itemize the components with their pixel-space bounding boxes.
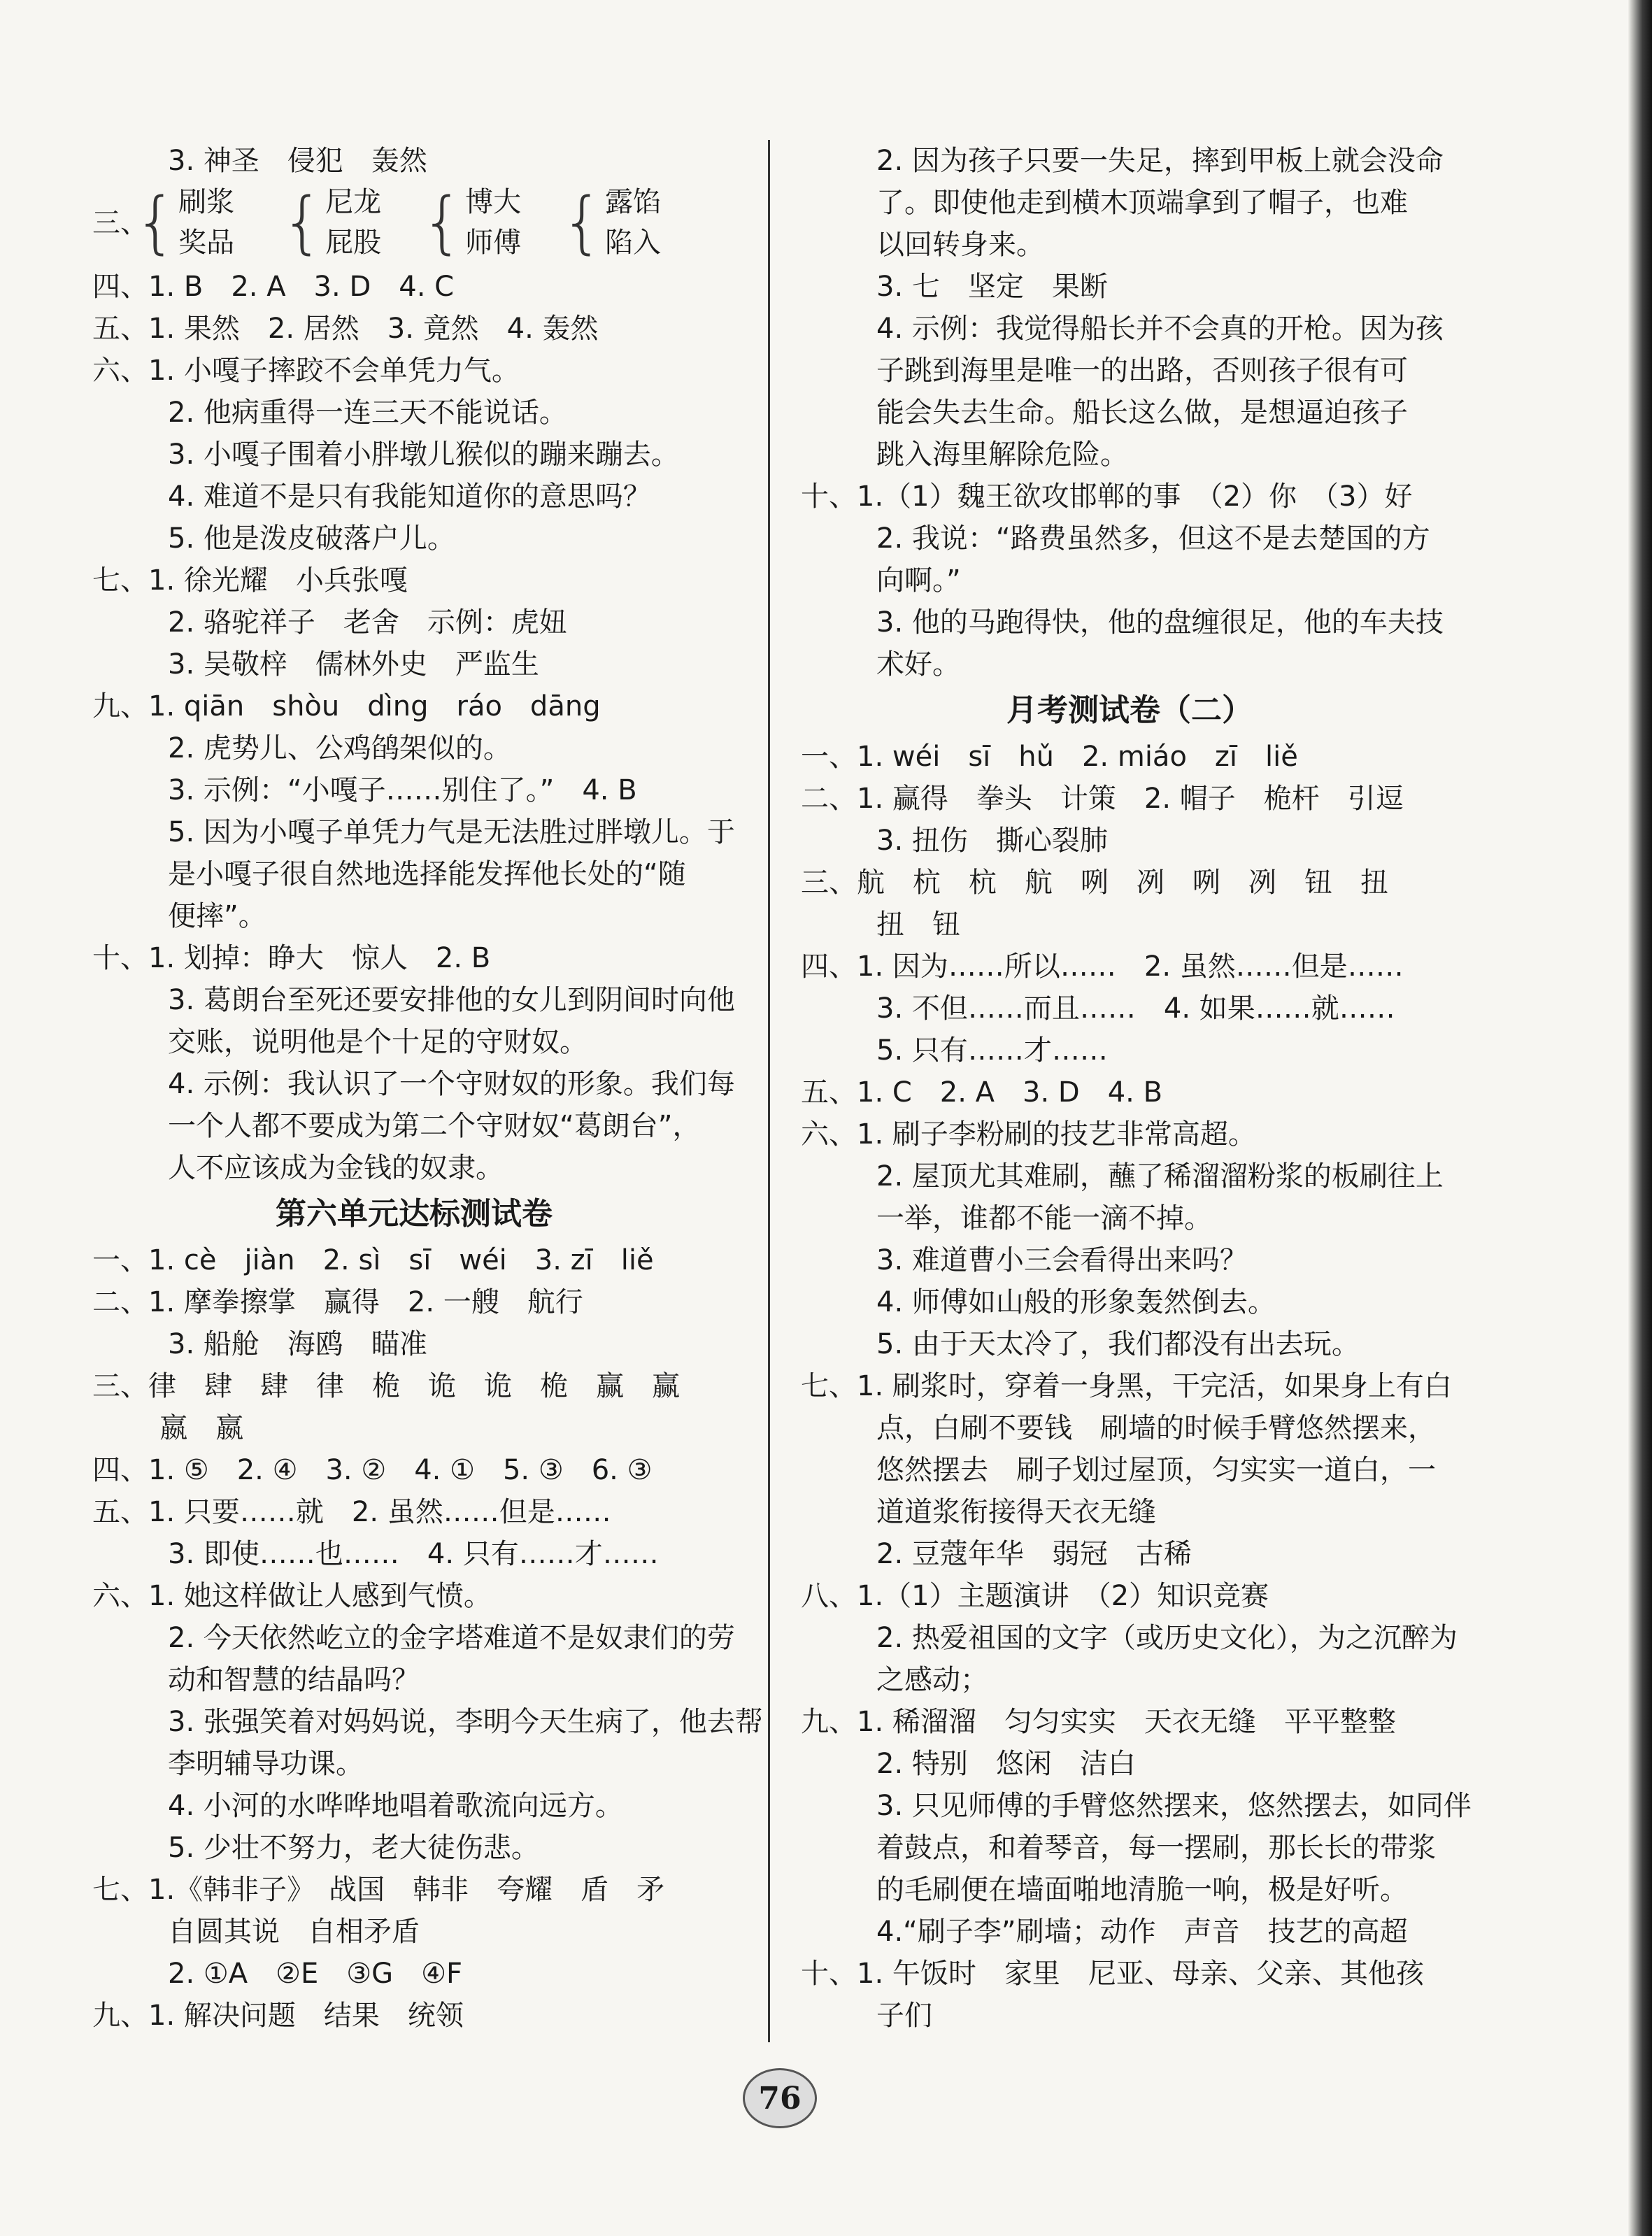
answer-line: 4. 小河的水哗哗地唱着歌流向远方。 [168,1790,623,1822]
answer-line: 交账，说明他是个十足的守财奴。 [168,1026,588,1058]
answer-line: 4. 示例：我觉得船长并不会真的开枪。因为孩 [876,313,1444,345]
answer-line: 一举，谁都不能一滴不掉。 [876,1202,1212,1234]
answer-line: 3. 葛朗台至死还要安排他的女儿到阴间时向他 [168,984,735,1016]
answer-line: 3. 吴敬梓 儒林外史 严监生 [168,648,539,681]
column-divider [768,140,770,2042]
answer-line: 5. 因为小嘎子单凭力气是无法胜过胖墩儿。于 [168,816,735,848]
answer-line: 2. 豆蔻年华 弱冠 古稀 [876,1538,1192,1570]
answer-line: 跳入海里解除危险。 [876,439,1128,471]
answer-line: 悠然摆去 刷子划过屋顶，匀实实一道白，一 [876,1454,1436,1486]
answer-line: 七、1. 刷浆时，穿着一身黑，干完活，如果身上有白 [801,1370,1452,1402]
answer-line: 扭 钮 [876,909,960,941]
answer-line: 子们 [876,2000,932,2032]
answer-line: 嬴 嬴 [131,1412,243,1444]
answer-line: 3. 船舱 海鸥 瞄准 [168,1328,427,1360]
answer-line: 是小嘎子很自然地选择能发挥他长处的“随 [168,858,686,890]
word: 师傅 [465,227,522,259]
word: 刷浆 [178,186,235,218]
bracket-group [92,182,736,266]
answer-line: 2. 骆驼祥子 老舍 示例：虎妞 [168,606,567,639]
answer-line: 3. 他的马跑得快，他的盘缠很足，他的车夫技 [876,606,1444,639]
answer-line: 2. 他病重得一连三天不能说话。 [168,397,567,429]
answer-line: 5. 他是泼皮破落户儿。 [168,522,455,555]
section-heading: 月考测试卷（二） [1006,692,1253,728]
answer-line: 2. 我说：“路费虽然多，但这不是去楚国的方 [876,522,1430,555]
answer-line: 3. 示例：“小嘎子……别住了。” 4. B [168,774,637,806]
answer-line: 3. 七 坚定 果断 [876,271,1108,303]
answer-line: 四、1. 因为……所以…… 2. 虽然……但是…… [801,950,1404,983]
answer-line: 5. 由于天太冷了，我们都没有出去玩。 [876,1328,1360,1360]
answer-line: 七、1.《韩非子》 战国 韩非 夸耀 盾 矛 [92,1874,665,1906]
answer-line: 七、1. 徐光耀 小兵张嘎 [92,564,408,597]
answer-line: 人不应该成为金钱的奴隶。 [168,1152,504,1184]
answer-line: 之感动； [876,1664,988,1696]
answer-line: 六、1. 刷子李粉刷的技艺非常高超。 [801,1118,1256,1151]
answer-line: 3. 神圣 侵犯 轰然 [168,145,427,177]
answer-line: 八、1.（1）主题演讲 （2）知识竞赛 [801,1580,1269,1612]
word-pair [561,182,661,263]
answer-line: 二、1. 摩拳擦掌 赢得 2. 一艘 航行 [92,1286,583,1318]
left-answers-bottom [92,1239,763,2037]
answer-line: 十、1.（1）魏王欲攻邯郸的事 （2）你 （3）好 [801,480,1413,513]
answer-line: 2. ①A ②E ③G ④F [168,1958,462,1990]
answer-line: 五、1. C 2. A 3. D 4. B [801,1076,1163,1109]
answer-line: 道道浆衔接得天衣无缝 [876,1496,1156,1528]
answer-line: 4.“刷子李”刷墙；动作 声音 技艺的高超 [876,1916,1408,1948]
answer-line: 十、1. 划掉：睁大 惊人 2. B [92,942,491,974]
section-label: 三、 [92,207,148,239]
answer-line: 一个人都不要成为第二个守财奴“葛朗台”， [168,1110,701,1142]
answer-line: 着鼓点，和着琴音，每一摆刷，那长长的带浆 [876,1832,1436,1864]
answer-line: 十、1. 午饭时 家里 尼亚、母亲、父亲、其他孩 [801,1958,1424,1990]
answer-line: 点，白刷不要钱 刷墙的时候手臂悠然摆来， [876,1412,1436,1444]
answer-line: 3. 小嘎子围着小胖墩儿猴似的蹦来蹦去。 [168,439,679,471]
answer-line: 便摔”。 [168,900,266,932]
brace-icon: { [134,183,178,262]
word: 奖品 [178,227,235,259]
answer-line: 李明辅导功课。 [168,1748,364,1780]
answer-line: 术好。 [876,648,960,681]
brace-icon: { [561,183,604,262]
answer-line: 4. 难道不是只有我能知道你的意思吗？ [168,480,651,513]
word-pair [134,182,234,263]
right-answers-bottom [801,736,1472,2037]
answer-line: 了。即使他走到横木顶端拿到了帽子，也难 [876,187,1408,219]
word: 博大 [465,186,522,218]
answer-line: 二、1. 赢得 拳头 计策 2. 帽子 桅杆 引逗 [801,783,1404,815]
answer-line: 的毛刷便在墙面啪地清脆一响，极是好听。 [876,1874,1408,1906]
answer-line: 2. 特别 悠闲 洁白 [876,1748,1136,1780]
answer-line: 六、1. 她这样做让人感到气愤。 [92,1580,492,1612]
answer-line: 一、1. cè jiàn 2. sì sī wéi 3. zī liě [92,1244,654,1276]
answer-line: 2. 热爱祖国的文字（或历史文化），为之沉醉为 [876,1622,1458,1654]
word: 露馅 [605,186,662,218]
right-answers-top [801,140,1458,685]
answer-line: 5. 少壮不努力，老大徒伤悲。 [168,1832,539,1864]
answer-line: 2. 虎势儿、公鸡鹐架似的。 [168,732,511,764]
answer-line: 五、1. 果然 2. 居然 3. 竟然 4. 轰然 [92,313,599,345]
page-number [741,2067,818,2130]
brace-icon: { [281,183,325,262]
word: 陷入 [605,227,662,259]
answer-line: 4. 师傅如山般的形象轰然倒去。 [876,1286,1276,1318]
answer-line: 能会失去生命。船长这么做，是想逼迫孩子 [876,397,1408,429]
answer-line: 一、1. wéi sī hǔ 2. miáo zī liě [801,741,1298,773]
right-column [801,140,1472,2037]
answer-line: 动和智慧的结晶吗？ [168,1664,420,1696]
left-column [92,140,763,2037]
answer-line: 2. 屋顶尤其难刷，蘸了稀溜溜粉浆的板刷往上 [876,1160,1444,1192]
answer-line: 自圆其说 自相矛盾 [168,1916,420,1948]
word: 尼龙 [325,186,382,218]
answer-line: 以回转身来。 [876,229,1044,261]
answer-line: 五、1. 只要……就 2. 虽然……但是…… [92,1496,611,1528]
answer-line: 六、1. 小嘎子摔跤不会单凭力气。 [92,355,520,387]
answer-line: 3. 扭伤 撕心裂肺 [876,825,1108,857]
word: 屁股 [325,227,382,259]
answer-line: 九、1. qiān shòu dìng ráo dāng [92,690,601,722]
answer-line: 3. 只见师傅的手臂悠然摆来，悠然摆去，如同伴 [876,1790,1472,1822]
left-answers-middle [92,266,736,1189]
word-pair [281,182,381,263]
brace-icon: { [421,183,464,262]
answer-line: 四、1. ⑤ 2. ④ 3. ② 4. ① 5. ③ 6. ③ [92,1454,653,1486]
page-edge-shadow [1628,0,1652,2236]
answer-line: 3. 即使……也…… 4. 只有……才…… [168,1538,659,1570]
answer-line: 九、1. 稀溜溜 匀匀实实 天衣无缝 平平整整 [801,1706,1396,1738]
answer-line: 2. 因为孩子只要一失足，摔到甲板上就会没命 [876,145,1444,177]
left-answers-top [92,140,736,182]
answer-line: 5. 只有……才…… [876,1034,1108,1067]
answer-line: 3. 张强笑着对妈妈说，李明今天生病了，他去帮 [168,1706,763,1738]
word-pair [421,182,521,263]
answer-line: 九、1. 解决问题 结果 统领 [92,2000,464,2032]
answer-line: 4. 示例：我认识了一个守财奴的形象。我们每 [168,1068,735,1100]
answer-line: 3. 难道曹小三会看得出来吗？ [876,1244,1248,1276]
answer-line: 三、航 杭 杭 航 咧 冽 咧 冽 钮 扭 [801,867,1388,899]
answer-line: 三、律 肆 肆 律 桅 诡 诡 桅 赢 赢 [92,1370,680,1402]
section-heading: 第六单元达标测试卷 [276,1196,553,1232]
answer-line: 向啊。” [876,564,961,597]
answer-line: 子跳到海里是唯一的出路，否则孩子很有可 [876,355,1408,387]
answer-line: 2. 今天依然屹立的金字塔难道不是奴隶们的劳 [168,1622,735,1654]
answer-line: 四、1. B 2. A 3. D 4. C [92,271,455,303]
page-number-text: 76 [758,2080,802,2116]
answer-line: 3. 不但……而且…… 4. 如果……就…… [876,992,1395,1025]
